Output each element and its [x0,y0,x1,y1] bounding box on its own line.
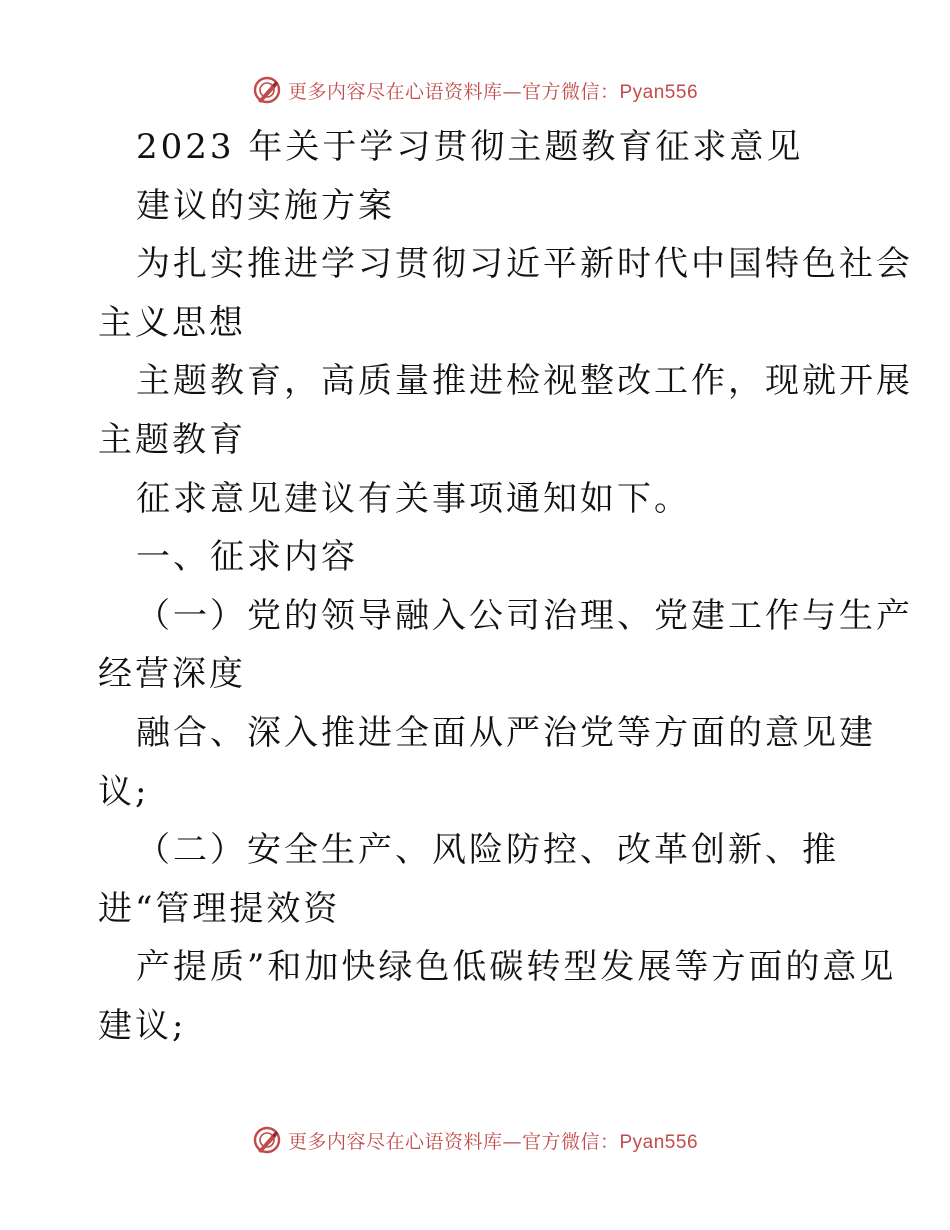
watermark-header [0,72,950,108]
section-heading: 一、征求内容 [136,537,358,578]
list-item-line: 融合、深入推进全面从严治党等方面的意见建 [136,712,876,753]
pen-circle-logo-icon [252,75,282,105]
paragraph-line: 主题教育 [98,419,246,460]
title-line-1: 2023 年关于学习贯彻主题教育征求意见 [136,127,804,167]
watermark-text: 更多内容尽在心语资料库—官方微信：Pyan556 [287,1130,699,1153]
pen-circle-logo-icon [252,1125,282,1155]
list-item-line: （二）安全生产、风险防控、改革创新、推 [136,830,839,871]
list-item-line: 建议; [98,1005,187,1046]
title-line-2: 建议的实施方案 [136,185,395,226]
list-item-line: 经营深度 [98,654,246,695]
list-item-line: 议; [98,771,150,812]
list-item-line: （一）党的领导融入公司治理、党建工作与生产 [136,595,913,636]
paragraph-line: 征求意见建议有关事项通知如下。 [136,478,691,519]
list-item-line: 产提质”和加快绿色低碳转型发展等方面的意见 [136,947,897,988]
paragraph-line: 为扎实推进学习贯彻习近平新时代中国特色社会 [136,244,913,285]
watermark-footer [0,1122,950,1158]
paragraph-line: 主义思想 [98,302,246,343]
list-item-line: 进“管理提效资 [98,888,341,929]
document-body [98,118,913,1056]
paragraph-line: 主题教育，高质量推进检视整改工作，现就开展 [136,361,913,402]
watermark-text: 更多内容尽在心语资料库—官方微信：Pyan556 [287,80,699,103]
